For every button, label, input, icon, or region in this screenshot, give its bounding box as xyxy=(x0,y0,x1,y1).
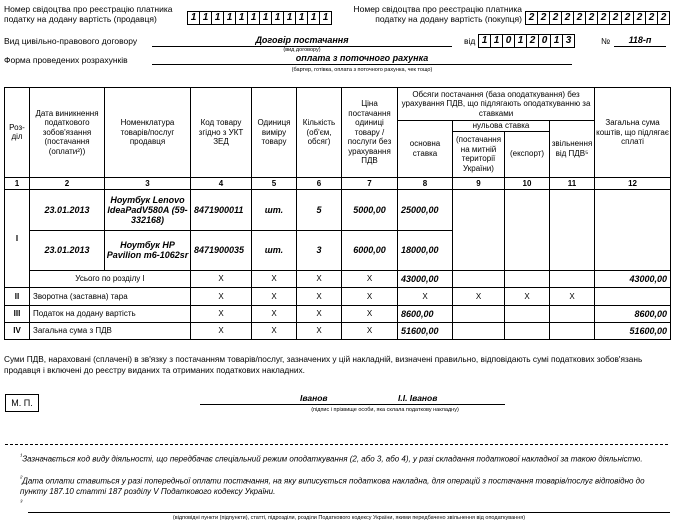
seller-number-digit: 1 xyxy=(248,12,260,24)
col-number: 6 xyxy=(297,177,342,189)
subtotal-row xyxy=(5,270,671,287)
col-number: 10 xyxy=(505,177,550,189)
empty-cell xyxy=(505,270,550,287)
row-basic: 18000,00 xyxy=(398,230,453,270)
header-name: Номенклатура товарів/послуг продавця xyxy=(105,88,191,178)
row-basic: 25000,00 xyxy=(398,189,453,230)
row-zero-customs xyxy=(453,189,505,270)
column-numbers-row xyxy=(5,177,671,189)
subtotal-label: Усього по розділу І xyxy=(30,270,191,287)
buyer-number-digit: 2 xyxy=(550,12,562,24)
buyer-number-digit: 2 xyxy=(598,12,610,24)
number-label: № xyxy=(601,36,611,46)
col-number: 4 xyxy=(191,177,252,189)
buyer-number-cells xyxy=(525,11,670,25)
row-total xyxy=(595,189,671,270)
x-mark: Х xyxy=(398,287,453,305)
x-mark: Х xyxy=(191,305,252,322)
contract-date-cells xyxy=(478,34,575,48)
footnote-1 xyxy=(20,452,670,465)
empty-cell xyxy=(505,322,550,339)
contract-date-digit: 0 xyxy=(503,35,515,47)
invoice-table xyxy=(4,87,671,340)
x-mark: Х xyxy=(252,322,297,339)
header-price: Ціна постачання одиниці товару / послуги без урахування ПДВ xyxy=(342,88,398,178)
empty-cell xyxy=(550,322,595,339)
footnote-2 xyxy=(20,474,670,497)
signature-line xyxy=(200,394,505,405)
empty-cell xyxy=(453,305,505,322)
contract-date-digit: 1 xyxy=(515,35,527,47)
grand-total: 51600,00 xyxy=(595,322,671,339)
returnable-row xyxy=(5,287,671,305)
x-mark: Х xyxy=(297,270,342,287)
x-mark: Х xyxy=(191,270,252,287)
contract-date-digit: 1 xyxy=(551,35,563,47)
footnote-separator xyxy=(5,444,668,445)
section-4-label: IV xyxy=(5,322,30,339)
row-unit: шт. xyxy=(252,189,297,230)
col-number: 12 xyxy=(595,177,671,189)
buyer-number-digit: 2 xyxy=(526,12,538,24)
payment-label: Форма проведених розрахунків xyxy=(4,55,128,65)
col-number: 1 xyxy=(5,177,30,189)
contract-number: 118-п xyxy=(628,35,652,45)
buyer-number-digit: 2 xyxy=(562,12,574,24)
buyer-number-digit: 2 xyxy=(660,12,667,23)
payment-hint: (бартер, готівка, оплата з поточного рахунка, чек тощо) xyxy=(291,67,433,73)
signer-name: І.І. Іванов xyxy=(398,393,438,403)
col-number: 5 xyxy=(252,177,297,189)
vat-total: 8600,00 xyxy=(595,305,671,322)
subtotal-total: 43000,00 xyxy=(595,270,671,287)
contract-value: Договір постачання xyxy=(255,35,349,45)
row-name: Ноутбук HP Pavilion m6-1062sr xyxy=(105,230,191,270)
x-mark: Х xyxy=(297,305,342,322)
section-1-label: І xyxy=(5,189,30,287)
footnote-1-text: Зазначається код виду діяльності, що передбачає спеціальний режим оподаткування (2, або 3, або 4), у разі складання податкової накладної за такою діяльністю. xyxy=(22,454,643,464)
stamp-box: М. П. xyxy=(5,394,39,412)
payment-value: оплата з поточного рахунка xyxy=(295,53,429,63)
row-qty: 3 xyxy=(297,230,342,270)
empty-cell xyxy=(550,305,595,322)
seller-number-digit: 1 xyxy=(260,12,272,24)
x-mark: Х xyxy=(297,322,342,339)
row-name: Ноутбук Lenovo IdeaPadV580A (59-332168) xyxy=(105,189,191,230)
footnote-2-text: Дата оплати ставиться у разі попередньої оплати постачання, на яку виписується податкова накладна, для операцій з постачання товарів/послуг відповідно до пункту 187.10 статті 187 розділу V Податкового кодексу України. xyxy=(20,476,645,496)
x-mark: Х xyxy=(453,287,505,305)
seller-number-digit: 1 xyxy=(284,12,296,24)
x-mark: Х xyxy=(252,305,297,322)
header-zero-rate: нульова ставка xyxy=(453,121,550,132)
header-qty: Кількість (об'єм, обсяг) xyxy=(297,88,342,178)
col-number: 7 xyxy=(342,177,398,189)
row-price: 5000,00 xyxy=(342,189,398,230)
header-section: Роз-діл xyxy=(5,88,30,178)
col-number: 2 xyxy=(30,177,105,189)
grand-total-row xyxy=(5,322,671,339)
x-mark: Х xyxy=(191,287,252,305)
returnable-label: Зворотна (заставна) тара xyxy=(30,287,191,305)
row-code: 8471900035 xyxy=(191,230,252,270)
x-mark: Х xyxy=(252,270,297,287)
header-basic-rate: основна ставка xyxy=(398,121,453,178)
footnote-1-mark: ¹ xyxy=(20,453,23,460)
row-unit: шт. xyxy=(252,230,297,270)
signer-surname: Іванов xyxy=(300,393,328,403)
seller-number-digit: 1 xyxy=(272,12,284,24)
row-exempt xyxy=(550,189,595,270)
seller-number-digit: 1 xyxy=(236,12,248,24)
seller-number-digit: 1 xyxy=(200,12,212,24)
x-mark: Х xyxy=(505,287,550,305)
grand-total-label: Загальна сума з ПДВ xyxy=(30,322,191,339)
vat-row xyxy=(5,305,671,322)
col-number: 3 xyxy=(105,177,191,189)
header-code: Код товару згідно з УКТ ЗЕД xyxy=(191,88,252,178)
footnote-3-mark xyxy=(20,498,22,511)
footnote-2-mark: ² xyxy=(20,475,23,482)
signature-hint: (підпис і прізвище особи, яка склала податкову накладну) xyxy=(311,407,459,413)
x-mark: Х xyxy=(191,322,252,339)
from-label: від xyxy=(464,36,476,46)
seller-number-digit: 1 xyxy=(188,12,200,24)
empty-cell xyxy=(505,305,550,322)
x-mark: Х xyxy=(342,305,398,322)
col-number: 9 xyxy=(453,177,505,189)
seller-number-cells xyxy=(187,11,332,25)
vat-label: Податок на додану вартість xyxy=(30,305,191,322)
footnote-3-sup: ³ xyxy=(20,499,23,506)
empty-cell xyxy=(550,270,595,287)
x-mark: Х xyxy=(342,322,398,339)
buyer-number-digit: 2 xyxy=(634,12,646,24)
vat-basic: 8600,00 xyxy=(398,305,453,322)
confirmation-text: Суми ПДВ, нараховані (сплачені) в зв'язку з постачанням товарів/послуг, зазначених у цій накладній, визначені правильно, відповідають сумі податкових зобов'язань продавця і включені до реєстру виданих та отриманих податкових накладних. xyxy=(4,354,643,375)
x-mark: Х xyxy=(252,287,297,305)
subtotal-basic: 43000,00 xyxy=(398,270,453,287)
row-zero-export xyxy=(505,189,550,270)
header-total: Загальна сума коштів, що підлягає сплаті xyxy=(595,88,671,178)
contract-date-digit: 3 xyxy=(565,35,572,46)
seller-number-digit: 1 xyxy=(308,12,320,24)
contract-hint: (вид договору) xyxy=(283,47,321,53)
x-mark: Х xyxy=(342,270,398,287)
buyer-number-digit: 2 xyxy=(646,12,658,24)
header-unit: Одиниця виміру товару xyxy=(252,88,297,178)
buyer-number-digit: 2 xyxy=(622,12,634,24)
x-mark: Х xyxy=(297,287,342,305)
x-mark: Х xyxy=(550,287,595,305)
grand-basic: 51600,00 xyxy=(398,322,453,339)
empty-cell xyxy=(595,287,671,305)
contract-date-digit: 0 xyxy=(539,35,551,47)
seller-number-digit: 1 xyxy=(322,12,329,23)
contract-date-digit: 1 xyxy=(479,35,491,47)
empty-cell xyxy=(453,322,505,339)
buyer-number-digit: 2 xyxy=(610,12,622,24)
col-number: 8 xyxy=(398,177,453,189)
buyer-number-digit: 2 xyxy=(586,12,598,24)
x-mark: Х xyxy=(342,287,398,305)
contract-label: Вид цивільно-правового договору xyxy=(4,36,138,46)
header-volume: Обсяги постачання (база оподаткування) без урахування ПДВ, що підлягають оподаткуванню за ставками xyxy=(398,88,595,121)
table-row xyxy=(5,189,671,230)
seller-number-digit: 1 xyxy=(296,12,308,24)
buyer-label: Номер свідоцтва про реєстрацію платника податку на додану вартість (покупця) xyxy=(353,4,522,24)
header-exempt: звільнення від ПДВ⁵ xyxy=(550,121,595,178)
seller-number-digit: 1 xyxy=(224,12,236,24)
section-2-label: II xyxy=(5,287,30,305)
buyer-number-digit: 2 xyxy=(538,12,550,24)
contract-date-digit: 2 xyxy=(527,35,539,47)
section-3-label: III xyxy=(5,305,30,322)
row-price: 6000,00 xyxy=(342,230,398,270)
row-code: 8471900011 xyxy=(191,189,252,230)
empty-cell xyxy=(453,270,505,287)
footnote-3-hint: (відповідні пункти (підпункти), статті, підрозділи, розділи Податкового кодексу України, якими передбачено звільнення від оподаткування) xyxy=(172,515,526,521)
seller-label: Номер свідоцтва про реєстрацію платника податку на додану вартість (продавця) xyxy=(4,4,173,24)
buyer-number-digit: 2 xyxy=(574,12,586,24)
footnote-3-line xyxy=(28,503,670,513)
header-date: Дата виникнення податкового зобов'язання (постачання (оплати²)) xyxy=(30,88,105,178)
header-zero-customs: (постачання на митній території України) xyxy=(453,131,505,177)
row-qty: 5 xyxy=(297,189,342,230)
row-date: 23.01.2013 xyxy=(30,230,105,270)
contract-date-digit: 1 xyxy=(491,35,503,47)
header-zero-export: (експорт) xyxy=(505,131,550,177)
seller-number-digit: 1 xyxy=(212,12,224,24)
row-date: 23.01.2013 xyxy=(30,189,105,230)
col-number: 11 xyxy=(550,177,595,189)
